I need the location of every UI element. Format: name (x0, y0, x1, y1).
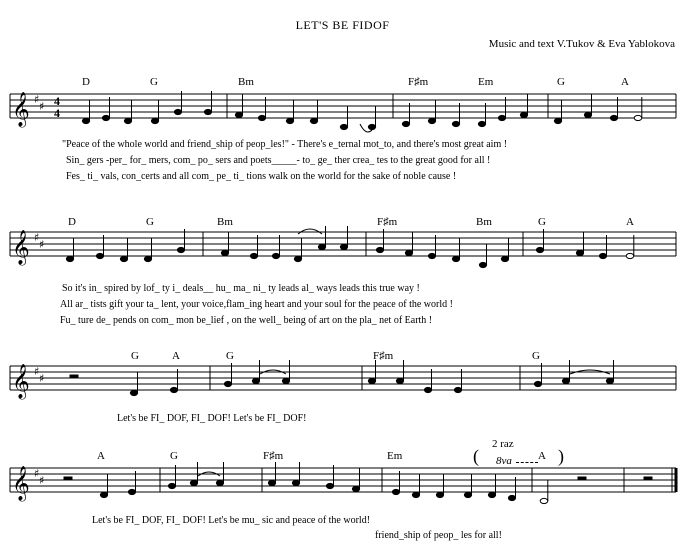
time-signature: 4 (54, 94, 60, 108)
lyric-line: Let's be FI_ DOF, FI_ DOF! Let's be mu_ sic and peace of the world! (92, 515, 371, 526)
lyric-line: Let's be FI_ DOF, FI_ DOF! Let's be FI_ DOF! (117, 413, 307, 424)
chord-symbol: A (172, 350, 180, 362)
chord-symbol: G (146, 216, 154, 228)
sharp-icon: ♯ (34, 365, 40, 378)
song-title: LET'S BE FIDOF (295, 18, 390, 32)
notes (82, 91, 641, 130)
music-staff (0, 360, 685, 412)
treble-clef-icon: 𝄞 (12, 230, 30, 265)
song-credit: Music and text V.Tukov & Eva Yablokova (488, 38, 675, 50)
chord-symbol: G (131, 350, 139, 362)
chord-symbol: D (82, 76, 90, 88)
chord-symbol: G (538, 216, 546, 228)
sharp-icon: ♯ (34, 231, 40, 244)
time-signature: 4 (54, 106, 60, 120)
bracket-icon: ) (558, 446, 564, 466)
chord-symbol: Bm (217, 216, 233, 228)
chord-symbol: Em (387, 450, 403, 462)
chord-symbol: A (621, 76, 629, 88)
chord-symbol: F♯m (408, 76, 429, 88)
lyric-line: All ar_ tists gift your ta_ lent, your voice,flam_ing heart and your soul for the peace of the world ! (60, 299, 453, 310)
lyric-line: "Peace of the whole world and friend_ship of peop_les!" - There's e_ternal mot_to, and there's most great aim ! (62, 139, 508, 150)
chord-symbol: F♯m (373, 350, 394, 362)
chord-symbol: Bm (476, 216, 492, 228)
chord-symbol: Em (478, 76, 494, 88)
lyric-line: friend_ship of peop_ les for all! (375, 530, 502, 541)
lyric-line: Fes_ ti_ vals, con_certs and all com_ pe_ ti_ tions walk on the world for the sake of noble cause ! (66, 171, 457, 182)
sharp-icon: ♯ (39, 372, 45, 385)
sharp-icon: ♯ (34, 467, 40, 480)
bracket-icon: ( (473, 446, 479, 466)
treble-clef-icon: 𝄞 (12, 466, 30, 501)
lyric-line: Fu_ ture de_ pends on com_ mon be_lief , on the well_ being of art on the pla_ net of Earth ! (60, 315, 433, 326)
sharp-icon: ♯ (39, 100, 45, 113)
chord-symbol: F♯m (377, 216, 398, 228)
chord-symbol: G (170, 450, 178, 462)
sharp-icon: ♯ (39, 474, 45, 487)
chord-symbol: F♯m (263, 450, 284, 462)
lyric-line: So it's in_ spired by lof_ ty i_ deals__ hu_ ma_ ni_ ty leads al_ ways leads this true way ! (62, 283, 420, 294)
chord-symbol: A (97, 450, 105, 462)
octave-annotation: 8va (496, 455, 512, 467)
treble-clef-icon: 𝄞 (12, 364, 30, 399)
chord-symbol: A (626, 216, 634, 228)
chord-symbol: A (538, 450, 546, 462)
chord-symbol: G (532, 350, 540, 362)
music-staff (0, 226, 685, 278)
chord-symbol: G (226, 350, 234, 362)
music-staff (0, 88, 685, 140)
sharp-icon: ♯ (39, 238, 45, 251)
sharp-icon: ♯ (34, 93, 40, 106)
chord-symbol: G (557, 76, 565, 88)
lyric-line: Sin_ gers -per_ for_ mers, com_ po_ sers and poets_____- to_ ge_ ther crea_ tes to the great good for all ! (66, 155, 491, 166)
repeat-annotation: 2 raz (492, 438, 514, 450)
treble-clef-icon: 𝄞 (12, 92, 30, 127)
music-staff (0, 462, 685, 514)
chord-symbol: G (150, 76, 158, 88)
chord-symbol: D (68, 216, 76, 228)
chord-symbol: Bm (238, 76, 254, 88)
